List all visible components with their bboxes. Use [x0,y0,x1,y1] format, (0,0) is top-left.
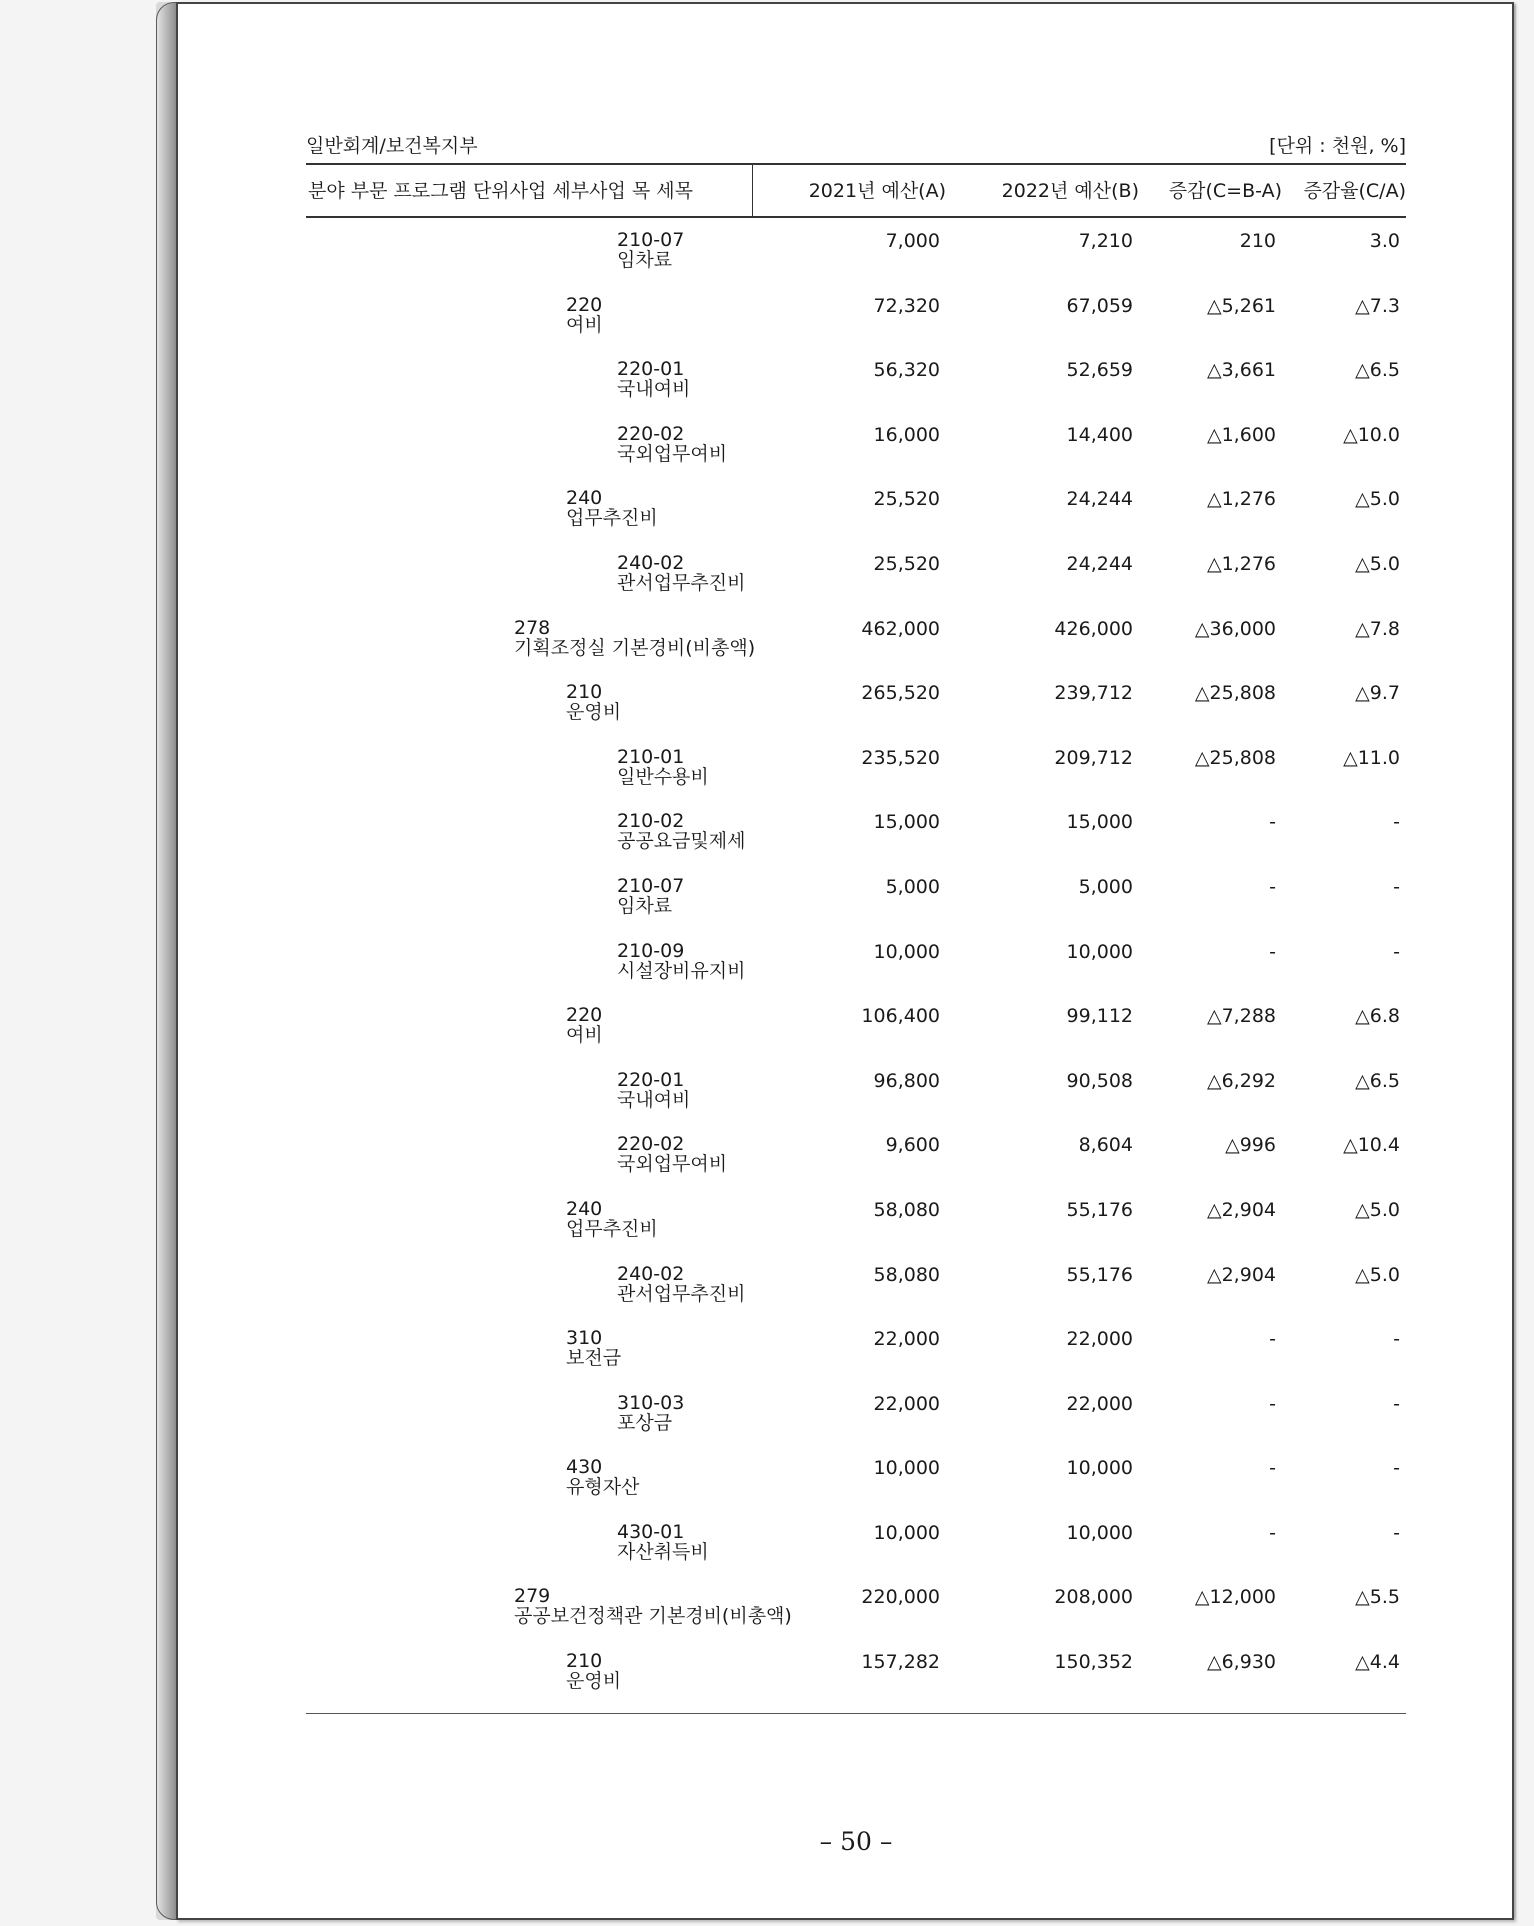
row-label [617,876,684,916]
cell-change: △6,930 [1206,1651,1276,1674]
cell-budget-2022: 52,659 [1066,359,1133,382]
row-label [617,1264,745,1304]
cell-change: △1,276 [1206,488,1276,511]
header-change: 증감(C=B-A) [1168,180,1282,202]
row-code: 278 [514,616,551,639]
cell-budget-2021: 72,320 [873,294,940,317]
row-name: 운영비 [566,1670,622,1693]
row-code: 220-02 [617,422,685,445]
row-code: 210 [566,681,603,704]
cell-change: △1,600 [1206,423,1276,446]
row-label [617,1070,690,1110]
row-code: 220 [566,293,603,316]
cell-budget-2022: 150,352 [1054,1651,1133,1674]
cell-change-rate: △5.0 [1355,1263,1400,1286]
row-label [617,747,709,787]
row-label [566,1651,621,1691]
row-name: 관서업무추진비 [617,1282,746,1305]
cell-budget-2022: 15,000 [1066,811,1133,834]
row-label [566,1005,603,1045]
cell-budget-2021: 58,080 [873,1263,940,1286]
cell-change: △1,276 [1206,552,1276,575]
row-name: 국외업무여비 [617,1153,728,1176]
cell-budget-2022: 8,604 [1078,1134,1133,1157]
budget-table [306,163,1406,1714]
row-label [566,295,603,335]
cell-budget-2021: 25,520 [873,488,940,511]
fund-label: 일반회계/보건복지부 [306,135,478,157]
cell-budget-2022: 55,176 [1066,1263,1133,1286]
page-number: – 50 – [819,1827,893,1856]
table-row [306,283,1406,348]
table-row [306,606,1406,671]
page-binding-edge [156,2,178,1920]
header-change-rate: 증감율(C/A) [1303,180,1406,202]
cell-change: △5,261 [1206,294,1276,317]
row-code: 210 [566,1650,603,1673]
row-name: 여비 [566,313,603,336]
row-label [566,1328,621,1368]
row-code: 210-01 [617,745,685,768]
cell-change-rate: 3.0 [1369,230,1400,252]
cell-change-rate: △10.0 [1343,423,1400,446]
header-divider [752,165,753,216]
table-row [306,735,1406,800]
table-row [306,670,1406,735]
row-code: 210-02 [617,810,685,833]
cell-budget-2021: 265,520 [861,682,940,705]
row-code: 310-03 [617,1391,685,1414]
row-label [617,359,690,399]
row-label [566,488,658,528]
cell-budget-2021: 10,000 [873,1457,940,1480]
cell-change: △2,904 [1206,1198,1276,1221]
cell-budget-2021: 15,000 [873,811,940,834]
cell-budget-2021: 10,000 [873,940,940,963]
row-code: 240-02 [617,1262,685,1285]
table-row [306,412,1406,477]
row-name: 업무추진비 [566,507,658,530]
table-row [306,476,1406,541]
cell-change: △25,808 [1194,682,1276,705]
row-name: 국외업무여비 [617,442,728,465]
table-row [306,1510,1406,1575]
table-row [306,1187,1406,1252]
cell-change-rate: △10.4 [1343,1134,1400,1157]
row-label [566,682,621,722]
cell-budget-2022: 10,000 [1066,1521,1133,1544]
row-name: 공공보건정책관 기본경비(비총액) [514,1605,792,1628]
row-name: 업무추진비 [566,1217,658,1240]
cell-change-rate: - [1393,1457,1400,1480]
row-label [566,1457,639,1497]
cell-budget-2021: 235,520 [861,746,940,769]
row-name: 임차료 [617,894,673,917]
row-label [514,618,755,658]
cell-change: △12,000 [1194,1586,1276,1609]
cell-budget-2021: 5,000 [885,875,940,898]
cell-change: △36,000 [1194,617,1276,640]
cell-budget-2021: 462,000 [861,617,940,640]
row-label [617,1134,727,1174]
cell-change-rate: △5.0 [1355,1198,1400,1221]
cell-change-rate: - [1393,811,1400,834]
cell-change: △2,904 [1206,1263,1276,1286]
row-code: 240 [566,1197,603,1220]
cell-change: △25,808 [1194,746,1276,769]
row-code: 210-07 [617,229,685,251]
row-label [566,1199,658,1239]
cell-change-rate: - [1393,1328,1400,1351]
cell-budget-2022: 7,210 [1078,230,1133,252]
row-name: 기획조정실 기본경비(비총액) [514,636,756,659]
cell-change-rate: △5.0 [1355,488,1400,511]
row-name: 공공요금및제세 [617,830,746,853]
row-code: 430-01 [617,1520,685,1543]
cell-budget-2022: 208,000 [1054,1586,1133,1609]
cell-change-rate: △11.0 [1343,746,1400,769]
row-name: 운영비 [566,701,622,724]
cell-change-rate: - [1393,875,1400,898]
cell-budget-2022: 55,176 [1066,1198,1133,1221]
table-row [306,929,1406,994]
cell-change: - [1269,811,1276,834]
row-name: 임차료 [617,249,673,271]
row-name: 자산취득비 [617,1540,709,1563]
row-name: 여비 [566,1024,603,1047]
cell-budget-2022: 10,000 [1066,940,1133,963]
cell-budget-2021: 96,800 [873,1069,940,1092]
cell-budget-2022: 90,508 [1066,1069,1133,1092]
table-row [306,1122,1406,1187]
row-name: 포상금 [617,1411,673,1434]
row-name: 국내여비 [617,378,691,401]
row-name: 국내여비 [617,1088,691,1111]
row-label [617,230,684,270]
row-code: 240 [566,487,603,510]
cell-change: △6,292 [1206,1069,1276,1092]
cell-budget-2022: 99,112 [1066,1005,1133,1028]
cell-change: - [1269,1521,1276,1544]
cell-change: - [1269,940,1276,963]
table-row [306,347,1406,412]
row-code: 210-07 [617,874,685,897]
row-code: 240-02 [617,551,685,574]
cell-budget-2021: 220,000 [861,1586,940,1609]
row-code: 210-09 [617,939,685,962]
table-row [306,993,1406,1058]
cell-budget-2022: 426,000 [1054,617,1133,640]
table-row [306,1445,1406,1510]
row-code: 279 [514,1585,551,1608]
cell-budget-2022: 5,000 [1078,875,1133,898]
row-name: 보전금 [566,1347,622,1370]
table-row [306,1252,1406,1317]
cell-change-rate: - [1393,940,1400,963]
header-classification: 분야 부문 프로그램 단위사업 세부사업 목 세목 [308,180,693,202]
cell-budget-2021: 16,000 [873,423,940,446]
cell-budget-2021: 10,000 [873,1521,940,1544]
cell-budget-2022: 209,712 [1054,746,1133,769]
cell-change: - [1269,1328,1276,1351]
cell-budget-2022: 24,244 [1066,488,1133,511]
row-name: 유형자산 [566,1476,640,1499]
cell-budget-2021: 22,000 [873,1328,940,1351]
cell-change: △996 [1225,1134,1276,1157]
cell-change: - [1269,875,1276,898]
header-budget-2022: 2022년 예산(B) [1001,180,1139,202]
row-label [617,811,745,851]
header-budget-2021: 2021년 예산(A) [808,180,946,202]
row-label [617,424,727,464]
row-code: 430 [566,1456,603,1479]
row-code: 220-01 [617,1068,685,1091]
cell-change: △7,288 [1206,1005,1276,1028]
row-label [514,1586,792,1626]
cell-budget-2021: 56,320 [873,359,940,382]
cell-change-rate: △7.8 [1355,617,1400,640]
row-name: 관서업무추진비 [617,571,746,594]
cell-budget-2021: 25,520 [873,552,940,575]
cell-change: 210 [1239,230,1276,252]
cell-change: - [1269,1457,1276,1480]
table-row [306,1574,1406,1639]
row-code: 220 [566,1004,603,1027]
cell-change: - [1269,1392,1276,1415]
cell-budget-2021: 58,080 [873,1198,940,1221]
cell-change-rate: △7.3 [1355,294,1400,317]
table-row [306,1639,1406,1703]
cell-change-rate: △6.5 [1355,359,1400,382]
cell-budget-2021: 9,600 [885,1134,940,1157]
table-body [306,218,1406,1703]
cell-change-rate: △4.4 [1355,1651,1400,1674]
row-label [617,553,745,593]
table-row [306,799,1406,864]
unit-label: [단위 : 천원, %] [1269,135,1406,157]
cell-budget-2022: 24,244 [1066,552,1133,575]
cell-budget-2021: 157,282 [861,1651,940,1674]
cell-change-rate: - [1393,1392,1400,1415]
table-header-row [306,165,1406,218]
cell-budget-2022: 22,000 [1066,1328,1133,1351]
cell-budget-2022: 14,400 [1066,423,1133,446]
cell-change: △3,661 [1206,359,1276,382]
table-row [306,218,1406,283]
cell-budget-2022: 10,000 [1066,1457,1133,1480]
row-code: 220-01 [617,358,685,381]
row-name: 시설장비유지비 [617,959,746,982]
cell-budget-2021: 7,000 [885,230,940,252]
cell-budget-2021: 106,400 [861,1005,940,1028]
cell-change-rate: △5.0 [1355,552,1400,575]
cell-change-rate: △9.7 [1355,682,1400,705]
table-row [306,1381,1406,1446]
cell-budget-2022: 239,712 [1054,682,1133,705]
row-label [617,1522,709,1562]
table-row [306,864,1406,929]
cell-change-rate: △6.8 [1355,1005,1400,1028]
row-code: 220-02 [617,1133,685,1156]
cell-change-rate: △6.5 [1355,1069,1400,1092]
row-name: 일반수용비 [617,765,709,788]
cell-change-rate: - [1393,1521,1400,1544]
table-row [306,1058,1406,1123]
table-row [306,541,1406,606]
table-row [306,1316,1406,1381]
cell-change-rate: △5.5 [1355,1586,1400,1609]
row-label [617,1393,684,1433]
row-code: 310 [566,1327,603,1350]
cell-budget-2022: 67,059 [1066,294,1133,317]
cell-budget-2021: 22,000 [873,1392,940,1415]
cell-budget-2022: 22,000 [1066,1392,1133,1415]
row-label [617,941,745,981]
